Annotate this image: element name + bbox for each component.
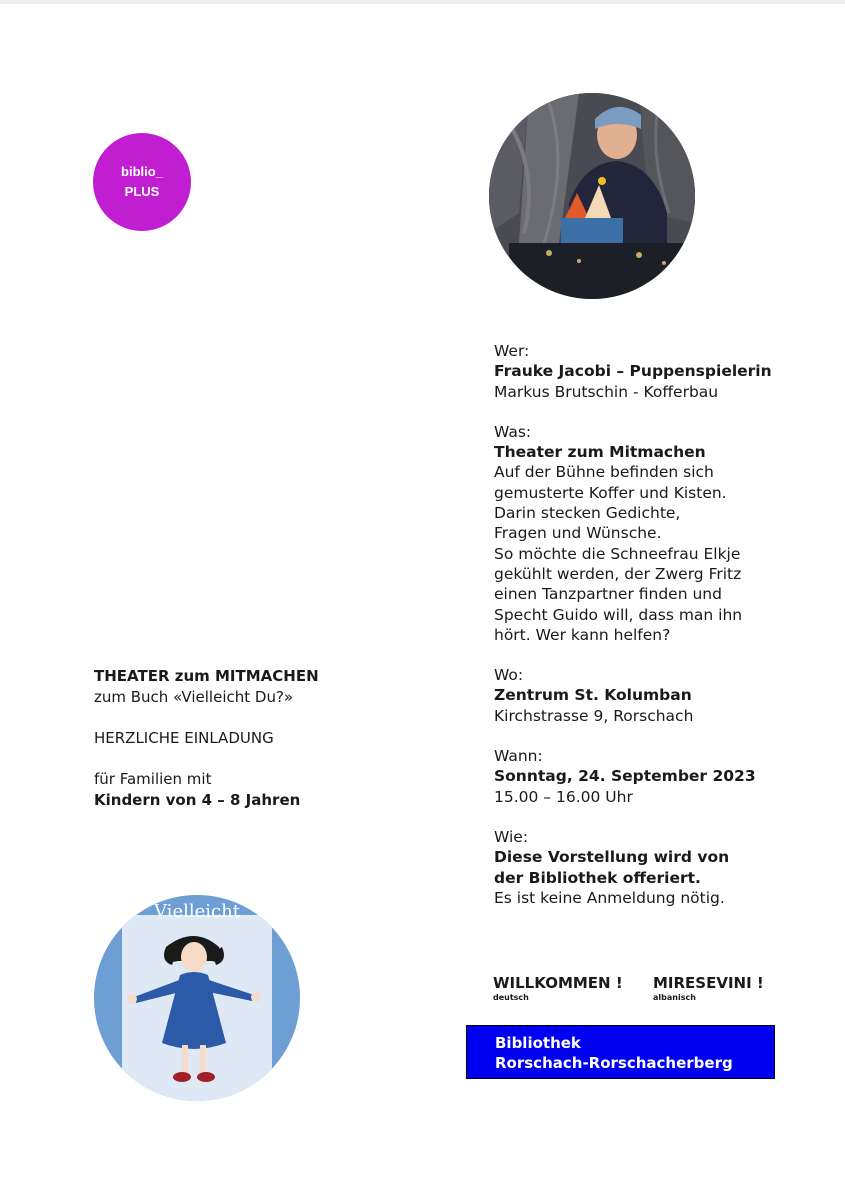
welcome-albanian [653,974,764,1003]
what-line: einen Tanzpartner finden und [494,585,722,604]
where-address: Kirchstrasse 9, Rorschach [494,706,694,725]
what-line: hört. Wer kann helfen? [494,625,671,644]
logo-line-1: biblio_ [121,164,163,179]
who-performer: Frauke Jacobi – Puppenspielerin [494,362,772,381]
library-banner [466,1025,775,1079]
where-label: Wo: [494,666,524,685]
what-line: Darin stecken Gedichte, [494,504,681,523]
welcome-word-de: WILLKOMMEN ! [493,974,623,992]
when-date: Sonntag, 24. September 2023 [494,767,756,786]
audience-line-1: für Familien mit [94,770,212,788]
biblio-plus-logo [93,133,191,231]
who-label: Wer: [494,342,530,360]
event-details [494,341,814,908]
how-label: Wie: [494,827,529,846]
event-subtitle: zum Buch «Vielleicht Du?» [94,688,294,706]
audience-line-2: Kindern von 4 – 8 Jahren [94,791,301,809]
welcome-word-sq: MIRESEVINI ! [653,974,764,992]
where-venue: Zentrum St. Kolumban [494,686,692,705]
what-line: gemusterte Koffer und Kisten. [494,483,727,502]
puppeteer-photo [489,93,695,299]
how-line-1: Diese Vorstellung wird von [494,848,730,867]
library-name-line-1: Bibliothek [495,1034,581,1052]
what-label: Was: [494,422,532,441]
intro-block [94,666,394,811]
how-line-3: Es ist keine Anmeldung nötig. [494,888,725,907]
what-line: gekühlt werden, der Zwerg Fritz [494,564,742,583]
top-border [0,0,845,4]
book-cover-image [94,895,300,1101]
welcome-lang-de: deutsch [493,993,529,1002]
logo-line-2: PLUS [124,184,160,199]
what-line: Specht Guido will, dass man ihn [494,605,743,624]
book-title: Vielleicht [154,901,240,922]
when-time: 15.00 – 16.00 Uhr [494,787,633,806]
what-line: Auf der Bühne befinden sich [494,463,714,482]
library-name-line-2: Rorschach-Rorschacherberg [495,1054,733,1072]
what-heading: Theater zum Mitmachen [494,443,706,462]
who-builder: Markus Brutschin - Kofferbau [494,382,719,401]
invitation-text: HERZLICHE EINLADUNG [94,729,274,747]
welcome-lang-sq: albanisch [653,993,696,1002]
what-line: Fragen und Wünsche. [494,524,662,543]
what-line: So möchte die Schneefrau Elkje [494,544,741,563]
when-label: Wann: [494,747,543,766]
welcome-german [493,974,623,1003]
how-line-2: der Bibliothek offeriert. [494,868,701,887]
event-title: THEATER zum MITMACHEN [94,667,319,685]
